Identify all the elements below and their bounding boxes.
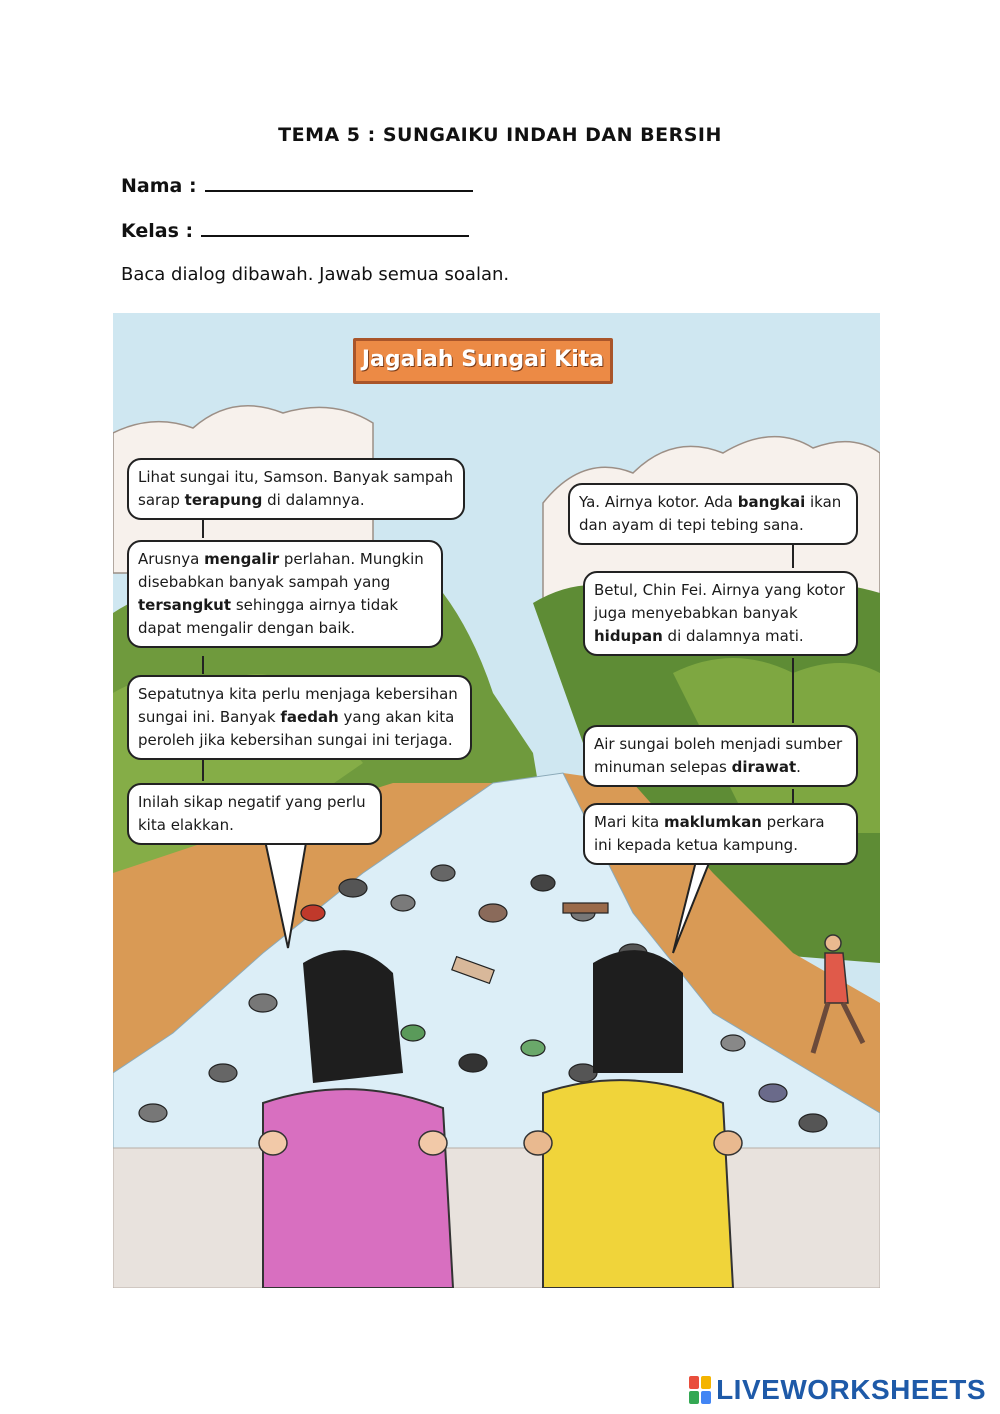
speech-bubble-6: Air sungai boleh menjadi sumber minuman selepas dirawat. [583,725,858,787]
liveworksheets-logo-icon [689,1376,711,1404]
name-input-line[interactable] [205,172,473,192]
speech-bubble-1: Lihat sungai itu, Samson. Banyak sampah sarap terapung di dalamnya. [127,458,465,520]
logo-square [689,1391,699,1404]
liveworksheets-logo [689,1373,986,1407]
class-input-line[interactable] [201,217,469,237]
logo-square [689,1376,699,1389]
page-title: TEMA 5 : SUNGAIKU INDAH DAN BERSIH [278,124,722,146]
speech-bubble-3: Arusnya mengalir perlahan. Mungkin disebabkan banyak sampah yang tersangkut sehingga airnya tidak dapat mengalir dengan baik. [127,540,443,648]
speech-bubble-5: Sepatutnya kita perlu menjaga kebersihan sungai ini. Banyak faedah yang akan kita peroleh jika kebersihan sungai ini terjaga. [127,675,472,760]
logo-text: LIVEWORKSHEETS [716,1374,986,1405]
class-label: Kelas : [121,220,194,242]
speech-bubble-8: Mari kita maklumkan perkara ini kepada ketua kampung. [583,803,858,865]
banner-title: Jagalah Sungai Kita [361,347,605,372]
speech-bubble-7: Inilah sikap negatif yang perlu kita elakkan. [127,783,382,845]
comic-illustration [113,313,880,1288]
instruction-text: Baca dialog dibawah. Jawab semua soalan. [121,264,510,285]
speech-bubble-2: Ya. Airnya kotor. Ada bangkai ikan dan ayam di tepi tebing sana. [568,483,858,545]
name-field [121,172,473,197]
comic-banner [353,338,613,384]
logo-square [701,1391,711,1404]
class-field [121,217,469,242]
logo-square [701,1376,711,1389]
speech-bubble-4: Betul, Chin Fei. Airnya yang kotor juga menyebabkan banyak hidupan di dalamnya mati. [583,571,858,656]
name-label: Nama : [121,175,197,197]
